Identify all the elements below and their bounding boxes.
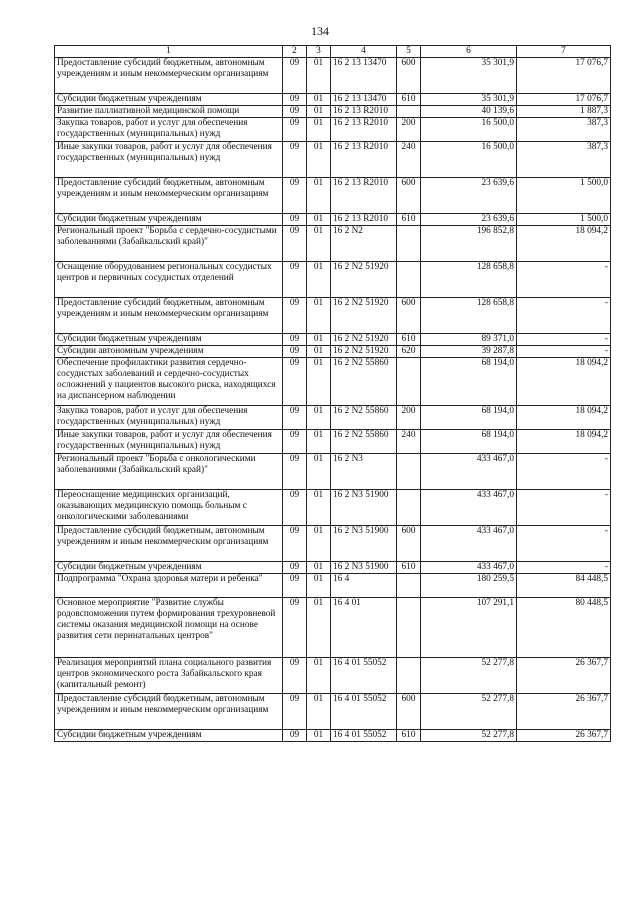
- row-amount-2: 80 448,5: [517, 598, 611, 658]
- table-row: [55, 658, 611, 694]
- row-amount-2: -: [517, 298, 611, 334]
- row-expense-type: 610: [397, 214, 421, 226]
- row-amount-1: 89 371,0: [421, 334, 517, 346]
- row-amount-1: 39 287,8: [421, 346, 517, 358]
- row-target-code: 16 2 N2 55860: [331, 430, 397, 454]
- row-subsection: 01: [307, 118, 331, 142]
- row-expense-type: 610: [397, 334, 421, 346]
- row-target-code: 16 2 N2 55860: [331, 406, 397, 430]
- row-subsection: 01: [307, 490, 331, 526]
- column-number: 7: [517, 46, 611, 58]
- row-section: 09: [283, 562, 307, 574]
- table-row: [55, 358, 611, 406]
- row-target-code: 16 2 N2 51920: [331, 298, 397, 334]
- row-name: Основное мероприятие "Развитие службы родовспоможения путем формирования трехуровневой системы оказания медицинской помощи на основе развития сети перинатальных центров": [55, 598, 283, 658]
- row-expense-type: 600: [397, 58, 421, 94]
- row-amount-1: 52 277,8: [421, 658, 517, 694]
- row-subsection: 01: [307, 58, 331, 94]
- row-expense-type: 240: [397, 142, 421, 178]
- table-row: [55, 598, 611, 658]
- row-section: 09: [283, 490, 307, 526]
- row-expense-type: 600: [397, 694, 421, 730]
- row-target-code: 16 2 13 13470: [331, 58, 397, 94]
- row-subsection: 01: [307, 526, 331, 562]
- row-subsection: 01: [307, 178, 331, 214]
- row-section: 09: [283, 142, 307, 178]
- row-amount-2: 18 094,2: [517, 406, 611, 430]
- row-name: Предоставление субсидий бюджетным, автономным учреждениям и иным некоммерческим организациям: [55, 298, 283, 334]
- row-amount-2: 1 500,0: [517, 178, 611, 214]
- row-expense-type: 200: [397, 406, 421, 430]
- row-amount-2: 1 887,3: [517, 106, 611, 118]
- row-amount-1: 433 467,0: [421, 526, 517, 562]
- row-amount-1: 433 467,0: [421, 454, 517, 490]
- row-name: Субсидии бюджетным учреждениям: [55, 562, 283, 574]
- row-subsection: 01: [307, 358, 331, 406]
- row-section: 09: [283, 430, 307, 454]
- row-amount-2: 387,3: [517, 142, 611, 178]
- row-amount-1: 433 467,0: [421, 562, 517, 574]
- row-section: 09: [283, 334, 307, 346]
- table-row: [55, 58, 611, 94]
- table-row: [55, 334, 611, 346]
- row-section: 09: [283, 574, 307, 598]
- row-amount-2: -: [517, 334, 611, 346]
- row-subsection: 01: [307, 658, 331, 694]
- row-target-code: 16 2 N3 51900: [331, 526, 397, 562]
- row-subsection: 01: [307, 346, 331, 358]
- row-amount-1: 433 467,0: [421, 490, 517, 526]
- row-amount-1: 35 301,9: [421, 58, 517, 94]
- row-expense-type: 600: [397, 526, 421, 562]
- row-section: 09: [283, 94, 307, 106]
- row-amount-2: 84 448,5: [517, 574, 611, 598]
- row-subsection: 01: [307, 298, 331, 334]
- row-name: Иные закупки товаров, работ и услуг для обеспечения государственных (муниципальных) нужд: [55, 430, 283, 454]
- row-name: Региональный проект "Борьба с онкологическими заболеваниями (Забайкальский край)": [55, 454, 283, 490]
- row-amount-1: 128 658,8: [421, 298, 517, 334]
- row-subsection: 01: [307, 694, 331, 730]
- table-row: [55, 526, 611, 562]
- row-section: 09: [283, 214, 307, 226]
- row-target-code: 16 2 N2 51920: [331, 346, 397, 358]
- table-row: [55, 406, 611, 430]
- row-amount-2: -: [517, 454, 611, 490]
- row-section: 09: [283, 226, 307, 262]
- row-expense-type: 620: [397, 346, 421, 358]
- row-target-code: 16 2 N2 51920: [331, 334, 397, 346]
- row-subsection: 01: [307, 94, 331, 106]
- column-number: 1: [55, 46, 283, 58]
- column-number: 6: [421, 46, 517, 58]
- row-amount-2: 18 094,2: [517, 358, 611, 406]
- row-target-code: 16 2 N3 51900: [331, 490, 397, 526]
- row-expense-type: [397, 262, 421, 298]
- row-name: Развитие паллиативной медицинской помощи: [55, 106, 283, 118]
- row-expense-type: 610: [397, 94, 421, 106]
- row-section: 09: [283, 346, 307, 358]
- page-number: 134: [311, 24, 329, 38]
- table-row: [55, 430, 611, 454]
- row-amount-1: 68 194,0: [421, 406, 517, 430]
- table-row: [55, 262, 611, 298]
- row-expense-type: [397, 574, 421, 598]
- table-row: [55, 346, 611, 358]
- table-row: [55, 694, 611, 730]
- row-expense-type: [397, 658, 421, 694]
- row-amount-1: 128 658,8: [421, 262, 517, 298]
- row-target-code: 16 2 N2 55860: [331, 358, 397, 406]
- row-section: 09: [283, 454, 307, 490]
- table-row: [55, 730, 611, 742]
- row-amount-1: 35 301,9: [421, 94, 517, 106]
- row-target-code: 16 2 13 R2010: [331, 214, 397, 226]
- row-expense-type: 600: [397, 298, 421, 334]
- row-expense-type: 600: [397, 178, 421, 214]
- row-target-code: 16 2 13 R2010: [331, 178, 397, 214]
- row-target-code: 16 2 13 R2010: [331, 118, 397, 142]
- row-expense-type: [397, 358, 421, 406]
- row-section: 09: [283, 694, 307, 730]
- row-section: 09: [283, 178, 307, 214]
- row-section: 09: [283, 58, 307, 94]
- row-subsection: 01: [307, 406, 331, 430]
- row-amount-1: 196 852,8: [421, 226, 517, 262]
- row-section: 09: [283, 598, 307, 658]
- row-amount-1: 16 500,0: [421, 118, 517, 142]
- row-subsection: 01: [307, 334, 331, 346]
- row-amount-2: 18 094,2: [517, 430, 611, 454]
- row-amount-2: -: [517, 490, 611, 526]
- table-row: [55, 298, 611, 334]
- row-name: Предоставление субсидий бюджетным, автономным учреждениям и иным некоммерческим организациям: [55, 178, 283, 214]
- row-amount-1: 107 291,1: [421, 598, 517, 658]
- row-amount-1: 40 139,6: [421, 106, 517, 118]
- row-subsection: 01: [307, 562, 331, 574]
- row-expense-type: 240: [397, 430, 421, 454]
- row-name: Предоставление субсидий бюджетным, автономным учреждениям и иным некоммерческим организациям: [55, 694, 283, 730]
- row-expense-type: [397, 226, 421, 262]
- table-row: [55, 106, 611, 118]
- row-name: Субсидии бюджетным учреждениям: [55, 214, 283, 226]
- row-target-code: 16 4 01: [331, 598, 397, 658]
- row-amount-2: -: [517, 262, 611, 298]
- row-amount-1: 16 500,0: [421, 142, 517, 178]
- column-number: 4: [331, 46, 397, 58]
- row-name: Подпрограмма "Охрана здоровья матери и ребенка": [55, 574, 283, 598]
- row-expense-type: [397, 106, 421, 118]
- column-number: 2: [283, 46, 307, 58]
- row-target-code: 16 2 N2: [331, 226, 397, 262]
- row-target-code: 16 4 01 55052: [331, 694, 397, 730]
- row-section: 09: [283, 406, 307, 430]
- column-number-row: [55, 46, 611, 58]
- column-number: 3: [307, 46, 331, 58]
- table-row: [55, 118, 611, 142]
- table-row: [55, 454, 611, 490]
- row-section: 09: [283, 526, 307, 562]
- column-number: 5: [397, 46, 421, 58]
- row-section: 09: [283, 730, 307, 742]
- row-name: Реализация мероприятий плана социального развития центров экономического роста Забайкальского края (капитальный ремонт): [55, 658, 283, 694]
- budget-table: [54, 45, 611, 742]
- row-name: Иные закупки товаров, работ и услуг для обеспечения государственных (муниципальных) нужд: [55, 142, 283, 178]
- row-expense-type: [397, 598, 421, 658]
- row-name: Закупка товаров, работ и услуг для обеспечения государственных (муниципальных) нужд: [55, 118, 283, 142]
- row-amount-1: 68 194,0: [421, 358, 517, 406]
- row-section: 09: [283, 118, 307, 142]
- row-amount-2: 17 076,7: [517, 58, 611, 94]
- row-expense-type: 610: [397, 730, 421, 742]
- row-target-code: 16 2 13 13470: [331, 94, 397, 106]
- table-row: [55, 178, 611, 214]
- table-row: [55, 226, 611, 262]
- row-amount-2: -: [517, 346, 611, 358]
- row-target-code: 16 2 13 R2010: [331, 106, 397, 118]
- row-subsection: 01: [307, 226, 331, 262]
- row-subsection: 01: [307, 106, 331, 118]
- row-target-code: 16 2 N3: [331, 454, 397, 490]
- row-name: Субсидии автономным учреждениям: [55, 346, 283, 358]
- row-amount-1: 23 639,6: [421, 214, 517, 226]
- row-amount-1: 23 639,6: [421, 178, 517, 214]
- row-section: 09: [283, 298, 307, 334]
- row-name: Обеспечение профилактики развития сердечно-сосудистых заболеваний и сердечно-сосудистых осложнений у пациентов высокого риска, находящихся на диспансерном наблюдении: [55, 358, 283, 406]
- row-target-code: 16 2 13 R2010: [331, 142, 397, 178]
- row-amount-2: -: [517, 526, 611, 562]
- row-name: Предоставление субсидий бюджетным, автономным учреждениям и иным некоммерческим организациям: [55, 526, 283, 562]
- row-amount-2: 1 500,0: [517, 214, 611, 226]
- row-name: Оснащение оборудованием региональных сосудистых центров и первичных сосудистых отделений: [55, 262, 283, 298]
- row-amount-2: 26 367,7: [517, 658, 611, 694]
- row-expense-type: 200: [397, 118, 421, 142]
- table-row: [55, 94, 611, 106]
- row-amount-2: 26 367,7: [517, 730, 611, 742]
- table-row: [55, 562, 611, 574]
- row-subsection: 01: [307, 454, 331, 490]
- row-name: Субсидии бюджетным учреждениям: [55, 730, 283, 742]
- row-name: Региональный проект "Борьба с сердечно-сосудистыми заболеваниями (Забайкальский край)": [55, 226, 283, 262]
- table-row: [55, 142, 611, 178]
- row-amount-1: 52 277,8: [421, 694, 517, 730]
- row-amount-2: 387,3: [517, 118, 611, 142]
- row-name: Закупка товаров, работ и услуг для обеспечения государственных (муниципальных) нужд: [55, 406, 283, 430]
- row-amount-1: 68 194,0: [421, 430, 517, 454]
- row-name: Предоставление субсидий бюджетным, автономным учреждениям и иным некоммерческим организациям: [55, 58, 283, 94]
- row-subsection: 01: [307, 142, 331, 178]
- row-target-code: 16 4: [331, 574, 397, 598]
- row-target-code: 16 2 N3 51900: [331, 562, 397, 574]
- row-name: Субсидии бюджетным учреждениям: [55, 334, 283, 346]
- row-expense-type: [397, 490, 421, 526]
- row-subsection: 01: [307, 574, 331, 598]
- row-section: 09: [283, 658, 307, 694]
- row-name: Субсидии бюджетным учреждениям: [55, 94, 283, 106]
- table-row: [55, 214, 611, 226]
- row-expense-type: [397, 454, 421, 490]
- row-amount-2: -: [517, 562, 611, 574]
- row-target-code: 16 4 01 55052: [331, 730, 397, 742]
- row-expense-type: 610: [397, 562, 421, 574]
- row-subsection: 01: [307, 262, 331, 298]
- table-row: [55, 490, 611, 526]
- row-section: 09: [283, 358, 307, 406]
- row-subsection: 01: [307, 730, 331, 742]
- row-amount-1: 52 277,8: [421, 730, 517, 742]
- table-body: [55, 58, 611, 742]
- table-row: [55, 574, 611, 598]
- row-subsection: 01: [307, 598, 331, 658]
- row-subsection: 01: [307, 214, 331, 226]
- row-amount-2: 18 094,2: [517, 226, 611, 262]
- row-subsection: 01: [307, 430, 331, 454]
- row-amount-2: 26 367,7: [517, 694, 611, 730]
- row-amount-1: 180 259,5: [421, 574, 517, 598]
- row-section: 09: [283, 262, 307, 298]
- row-amount-2: 17 076,7: [517, 94, 611, 106]
- row-target-code: 16 4 01 55052: [331, 658, 397, 694]
- row-name: Переоснащение медицинских организаций, оказывающих медицинскую помощь больным с онкологическими заболеваниями: [55, 490, 283, 526]
- row-target-code: 16 2 N2 51920: [331, 262, 397, 298]
- row-section: 09: [283, 106, 307, 118]
